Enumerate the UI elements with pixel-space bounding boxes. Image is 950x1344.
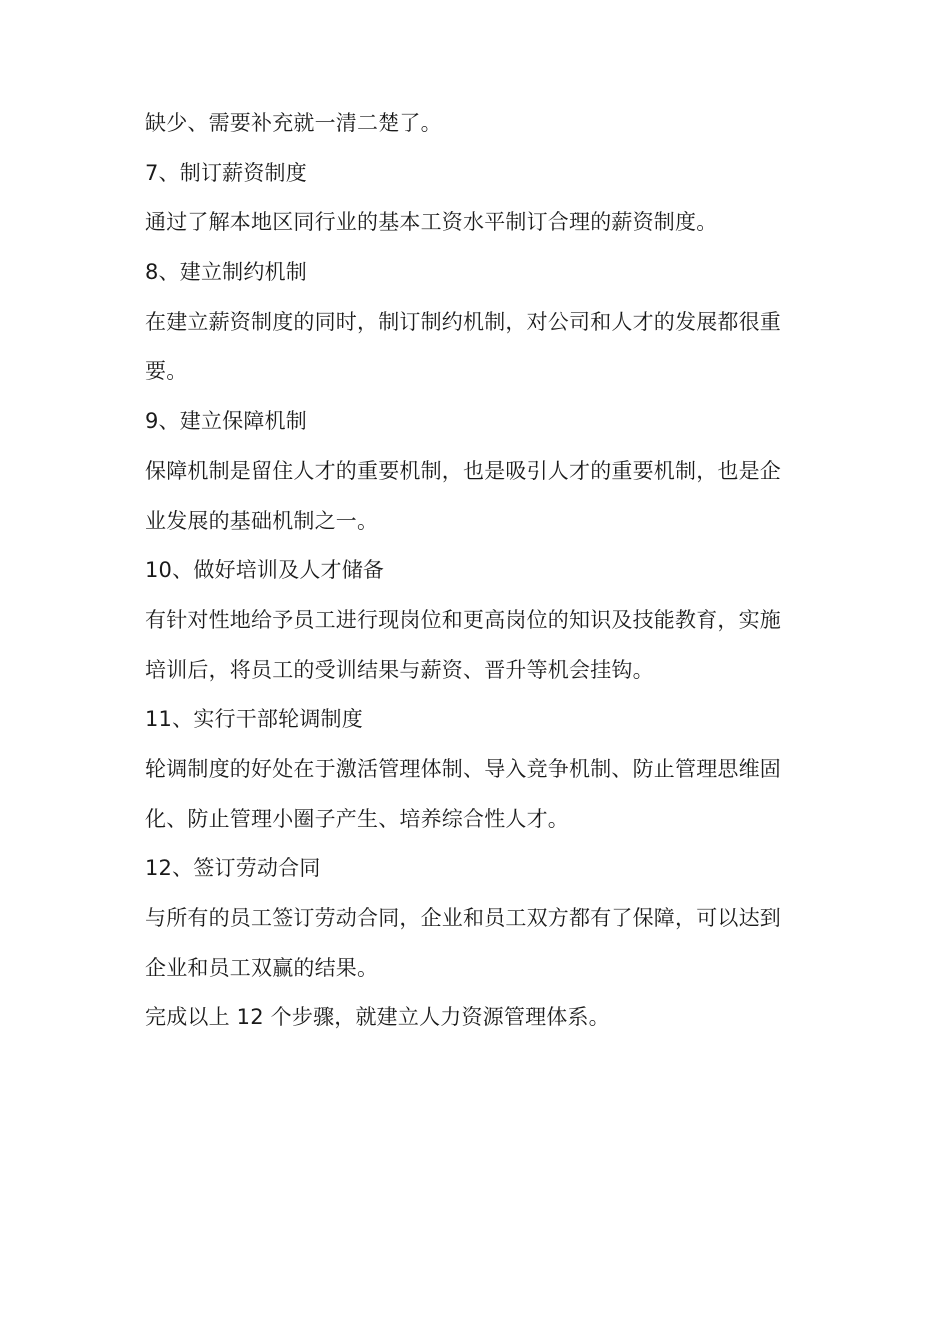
body-text-line: 在建立薪资制度的同时，制订制约机制，对公司和人才的发展都很重 [145, 309, 781, 334]
body-text-line: 缺少、需要补充就一清二楚了。 [145, 111, 442, 135]
body-text-line: 业发展的基础机制之一。 [145, 508, 379, 533]
body-text-line: 轮调制度的好处在于激活管理体制、导入竞争机制、防止管理思维固 [145, 756, 781, 781]
body-text-line: 通过了解本地区同行业的基本工资水平制订合理的薪资制度。 [145, 210, 718, 235]
body-text-line: 化、防止管理小圈子产生、培养综合性人才。 [145, 806, 569, 831]
section-heading-10: 10、做好培训及人才储备 [145, 558, 385, 583]
section-heading-12: 12、签订劳动合同 [145, 856, 321, 881]
section-heading-7: 7、制订薪资制度 [145, 160, 307, 185]
section-heading-11: 11、实行干部轮调制度 [145, 707, 363, 732]
body-text-line: 培训后，将员工的受训结果与薪资、晋升等机会挂钩。 [145, 657, 654, 682]
section-heading-8: 8、建立制约机制 [145, 260, 307, 285]
body-text-line: 保障机制是留住人才的重要机制，也是吸引人才的重要机制，也是企 [145, 458, 781, 483]
body-text-line: 与所有的员工签订劳动合同，企业和员工双方都有了保障，可以达到 [145, 906, 781, 930]
body-text-line: 有针对性地给予员工进行现岗位和更高岗位的知识及技能教育，实施 [145, 607, 781, 632]
section-heading-9: 9、建立保障机制 [145, 409, 307, 434]
document-body [145, 99, 813, 1043]
body-text-line: 要。 [145, 359, 188, 384]
body-text-line: 企业和员工双赢的结果。 [145, 955, 379, 980]
conclusion-line: 完成以上 12 个步骤，就建立人力资源管理体系。 [145, 1005, 610, 1030]
